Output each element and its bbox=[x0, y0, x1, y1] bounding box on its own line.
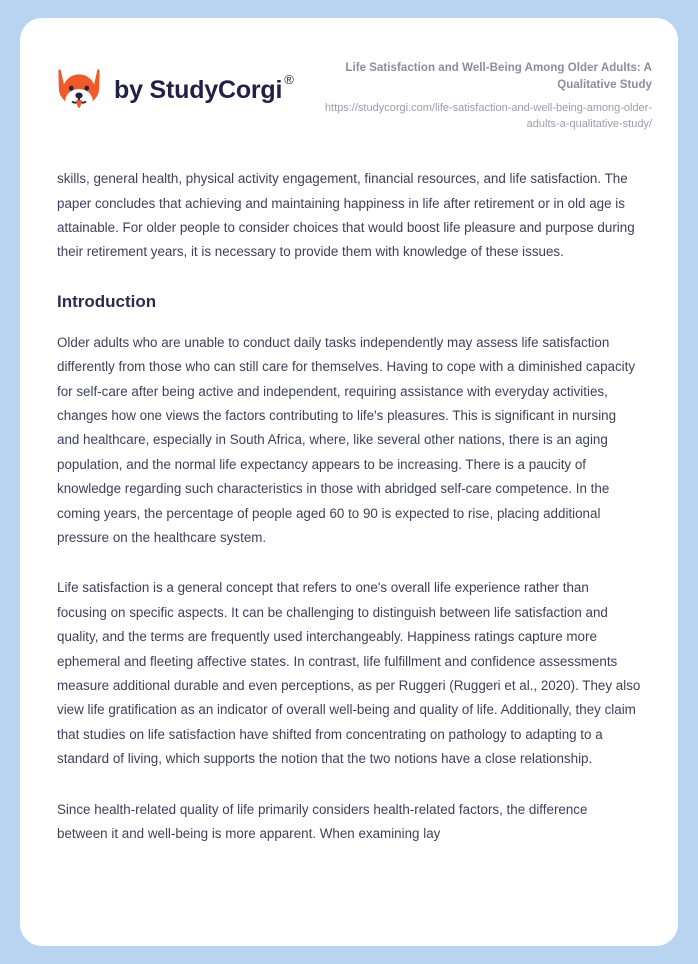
abstract-continuation-paragraph: skills, general health, physical activity engagement, financial resources, and life satisfaction. The paper concludes that achieving and maintaining happiness in life after retirement or in old age is attainable. For older people to consider choices that would boost life pleasure and purpose during their retirement years, it is necessary to provide them with knowledge of these issues. bbox=[57, 171, 635, 260]
header-document-meta bbox=[304, 58, 652, 133]
document-header bbox=[20, 18, 678, 133]
registered-trademark-icon: ® bbox=[284, 71, 294, 87]
document-title: Life Satisfaction and Well-Being Among Older Adults: A Qualitative Study bbox=[345, 62, 652, 91]
introduction-paragraph-3: Since health-related quality of life primarily considers health-related factors, the difference between it and well-being is more apparent. When examining lay bbox=[57, 801, 588, 841]
brand-logo-group[interactable] bbox=[56, 58, 292, 112]
document-source-url[interactable]: https://studycorgi.com/life-satisfaction-and-well-being-among-older-adults-a-qualitative-study/ bbox=[324, 102, 652, 131]
introduction-paragraph-2: Life satisfaction is a general concept that refers to one's overall life experience rather than focusing on specific aspects. It can be challenging to distinguish between life satisfaction and quality, and the terms are frequently used interchangeably. Happiness ratings capture more ephemeral and fleeting affective states. In contrast, life fulfillment and confidence assessments measure additional durable and even perceptions, as per Ruggeri (Ruggeri et al., 2020). They also view life gratification as an indicator of overall well-being and quality of life. Additionally, they claim that studies on life satisfaction have shifted from concentrating on pathology to adapting to a standard of living, which supports the notion that the two notions have a close relationship. bbox=[57, 580, 641, 767]
brand-name-text: by StudyCorgi bbox=[114, 75, 283, 104]
introduction-paragraph-1: Older adults who are unable to conduct daily tasks independently may assess life satisfaction differently from those who can still care for themselves. Having to cope with a diminished capacity for self-care after being active and independent, requiring assistance with everyday activities, changes how one views the factors contributing to life's pleasures. This is significant in nursing and healthcare, especially in South Africa, where, like several other nations, there is an aging population, and the normal life expectancy appears to be increasing. There is a paucity of knowledge regarding such characteristics in those with abridged self-care competence. In the coming years, the percentage of people aged 60 to 90 is expected to rise, placing additional pressure on the healthcare system. bbox=[57, 334, 636, 545]
corgi-dog-face-icon bbox=[56, 68, 102, 112]
document-page-card bbox=[20, 18, 678, 946]
brand-wordmark bbox=[114, 71, 294, 104]
section-heading-introduction: Introduction bbox=[57, 291, 157, 311]
document-body bbox=[20, 133, 678, 846]
